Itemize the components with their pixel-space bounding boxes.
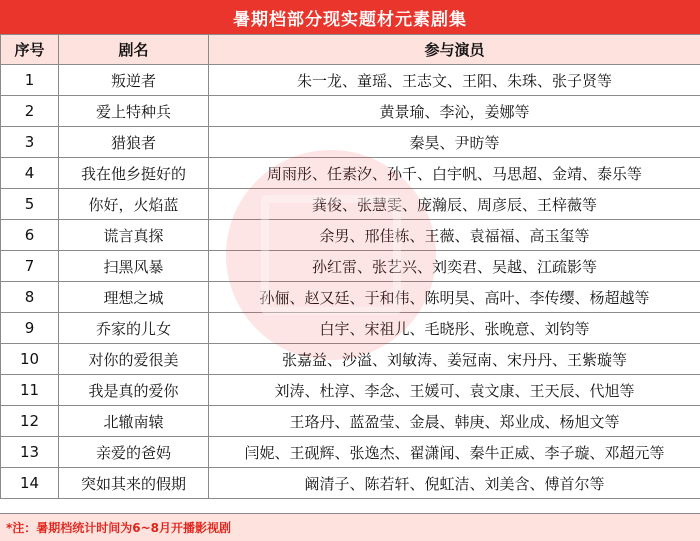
header-no: 序号	[1, 35, 59, 65]
cell-name: 谎言真探	[59, 220, 209, 251]
table-row	[1, 375, 700, 406]
cell-name: 猎狼者	[59, 127, 209, 158]
cell-no: 8	[1, 282, 59, 313]
cell-cast: 阚清子、陈若轩、倪虹洁、刘美含、傅首尔等	[209, 468, 700, 499]
cell-name: 对你的爱很美	[59, 344, 209, 375]
footnote: *注：暑期档统计时间为6~8月开播影视剧	[0, 513, 700, 541]
cell-cast: 张嘉益、沙溢、刘敏涛、姜冠南、宋丹丹、王紫璇等	[209, 344, 700, 375]
cell-cast: 白宇、宋祖儿、毛晓彤、张晚意、刘钧等	[209, 313, 700, 344]
cell-cast: 刘涛、杜淳、李念、王媛可、袁文康、王天辰、代旭等	[209, 375, 700, 406]
cell-name: 爱上特种兵	[59, 96, 209, 127]
cell-no: 12	[1, 406, 59, 437]
cell-cast: 孙红雷、张艺兴、刘奕君、吴越、江疏影等	[209, 251, 700, 282]
cell-cast: 龚俊、张慧雯、庞瀚辰、周彦辰、王梓薇等	[209, 189, 700, 220]
table-row	[1, 406, 700, 437]
cell-no: 5	[1, 189, 59, 220]
header-name: 剧名	[59, 35, 209, 65]
cell-name: 扫黑风暴	[59, 251, 209, 282]
cell-no: 11	[1, 375, 59, 406]
table-row	[1, 158, 700, 189]
cell-name: 突如其来的假期	[59, 468, 209, 499]
table-row	[1, 437, 700, 468]
cell-no: 13	[1, 437, 59, 468]
table-row	[1, 189, 700, 220]
cell-no: 4	[1, 158, 59, 189]
cell-cast: 余男、邢佳栋、王薇、袁福福、高玉玺等	[209, 220, 700, 251]
cell-cast: 孙俪、赵又廷、于和伟、陈明昊、高叶、李传缨、杨超越等	[209, 282, 700, 313]
cell-no: 2	[1, 96, 59, 127]
cell-no: 6	[1, 220, 59, 251]
cell-name: 叛逆者	[59, 65, 209, 96]
cell-name: 理想之城	[59, 282, 209, 313]
cell-cast: 闫妮、王砚辉、张逸杰、翟潇闻、秦牛正威、李子璇、邓超元等	[209, 437, 700, 468]
table-row	[1, 127, 700, 158]
cell-name: 亲爱的爸妈	[59, 437, 209, 468]
drama-table	[0, 34, 700, 499]
cell-name: 我在他乡挺好的	[59, 158, 209, 189]
cell-name: 北辙南辕	[59, 406, 209, 437]
cell-cast: 朱一龙、童瑶、王志文、王阳、朱珠、张子贤等	[209, 65, 700, 96]
table-row	[1, 96, 700, 127]
cell-no: 7	[1, 251, 59, 282]
table-row	[1, 220, 700, 251]
table-row	[1, 65, 700, 96]
table-row	[1, 313, 700, 344]
cell-cast: 王珞丹、蓝盈莹、金晨、韩庚、郑业成、杨旭文等	[209, 406, 700, 437]
cell-name: 你好，火焰蓝	[59, 189, 209, 220]
table-row	[1, 282, 700, 313]
cell-name: 我是真的爱你	[59, 375, 209, 406]
header-cast: 参与演员	[209, 35, 700, 65]
cell-no: 1	[1, 65, 59, 96]
cell-no: 14	[1, 468, 59, 499]
cell-no: 9	[1, 313, 59, 344]
cell-no: 3	[1, 127, 59, 158]
table-title: 暑期档部分现实题材元素剧集	[0, 0, 700, 34]
table-row	[1, 344, 700, 375]
header-row	[1, 35, 700, 65]
cell-cast: 周雨彤、任素汐、孙千、白宇帆、马思超、金靖、泰乐等	[209, 158, 700, 189]
cell-cast: 秦昊、尹昉等	[209, 127, 700, 158]
cell-name: 乔家的儿女	[59, 313, 209, 344]
cell-cast: 黄景瑜、李沁，姜娜等	[209, 96, 700, 127]
cell-no: 10	[1, 344, 59, 375]
table-row	[1, 251, 700, 282]
table-row	[1, 468, 700, 499]
